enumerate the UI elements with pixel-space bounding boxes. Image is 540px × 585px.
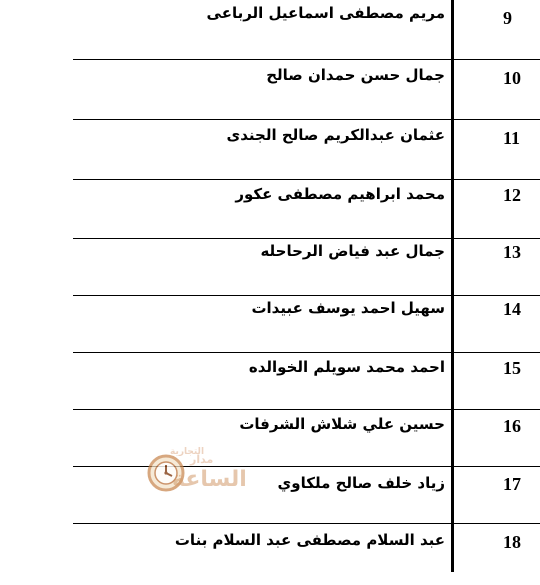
table-row [73,62,540,120]
number-cell: 14 [503,299,521,319]
table-row [73,238,540,296]
name-cell: احمد محمد سويلم الخوالده [248,358,445,376]
number-cell: 11 [503,128,521,148]
table-row [73,354,540,412]
number-cell: 18 [503,532,521,552]
number-cell: 12 [503,185,521,205]
name-cell: جمال حسن حمدان صالح [266,66,445,84]
name-cell: حسين علي شلاش الشرفات [239,415,445,433]
table-row [73,122,540,180]
table-row [73,295,540,353]
table-row [73,0,540,58]
table-row [73,181,540,239]
name-cell: سهيل احمد يوسف عبيدات [251,299,445,317]
watermark-logo-text: الساعة [172,467,247,492]
table-row [73,527,540,585]
number-cell: 13 [503,242,521,262]
row-divider [73,59,540,60]
number-cell: 17 [503,474,521,494]
name-cell: زياد خلف صالح ملكاوي [277,474,445,492]
number-cell: 16 [503,416,521,436]
name-cell: مريم مصطفى اسماعيل الرباعى [206,4,445,22]
number-cell: 10 [503,68,521,88]
number-cell: 9 [503,8,512,28]
name-cell: جمال عبد فياض الرحاحله [260,242,445,260]
watermark-sub-text: التجارية [170,447,205,457]
watermark-logo [142,445,247,525]
name-cell: محمد ابراهيم مصطفى عكور [235,185,445,203]
name-cell: عبد السلام مصطفى عبد السلام بنات [174,531,445,549]
name-cell: عثمان عبدالكريم صالح الجندى [226,126,445,144]
number-cell: 15 [503,358,521,378]
watermark-small-text: مدار [190,453,214,466]
